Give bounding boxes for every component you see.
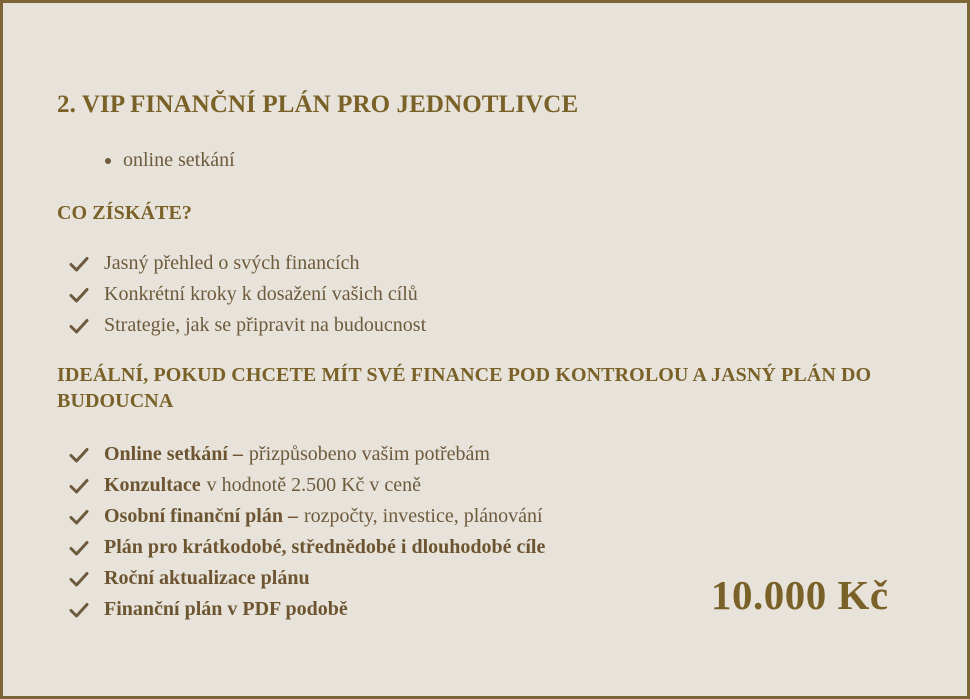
list-item-text: v hodnotě 2.500 Kč v ceně (206, 474, 422, 496)
list-item-bold-text: Plán pro krátkodobé, střednědobé i dlouhodobé cíle (104, 536, 546, 558)
checkmark-icon (69, 445, 89, 465)
checkmark-icon (69, 507, 89, 527)
list-item (69, 501, 545, 532)
checkmark-icon (69, 538, 89, 558)
list-item-text: Jasný přehled o svých financích (104, 252, 360, 274)
list-item (69, 563, 545, 594)
price-label: 10.000 Kč (711, 572, 889, 618)
list-item (69, 594, 545, 625)
list-item-text: Strategie, jak se připravit na budoucnost (104, 314, 427, 336)
list-item-text: přizpůsobeno vašim potřebám (248, 443, 490, 465)
list-item-bold-text: Finanční plán v PDF podobě (104, 598, 348, 620)
list-item-bold-text: Roční aktualizace plánu (104, 567, 310, 589)
list-item (69, 248, 426, 279)
page-title: 2. VIP FINANČNÍ PLÁN PRO JEDNOTLIVCE (57, 91, 579, 118)
checkmark-icon (69, 569, 89, 589)
list-item (69, 532, 545, 563)
format-item-online: online setkání (104, 147, 235, 173)
list-item-bold-text: Osobní finanční plán – (104, 505, 298, 527)
checkmark-icon (69, 476, 89, 496)
list-item-bold-text: Online setkání – (104, 443, 243, 465)
format-list (104, 147, 235, 173)
list-item (69, 279, 426, 310)
list-item-bold-text: Konzultace (104, 474, 201, 496)
list-item-text: rozpočty, investice, plánování (303, 505, 543, 527)
checkmark-icon (69, 600, 89, 620)
list-item (69, 439, 545, 470)
list-item (69, 470, 545, 501)
list-item-text: Konkrétní kroky k dosažení vašich cílů (104, 283, 418, 305)
checkmark-icon (69, 285, 89, 305)
features-list (69, 439, 545, 625)
section-heading-benefits: CO ZÍSKÁTE? (57, 202, 193, 224)
list-item (69, 310, 426, 341)
checkmark-icon (69, 254, 89, 274)
section-heading-ideal-for: IDEÁLNÍ, POKUD CHCETE MÍT SVÉ FINANCE POD KONTROLOU A JASNÝ PLÁN DO BUDOUCNA (57, 364, 872, 412)
checkmark-icon (69, 316, 89, 336)
benefits-list (69, 248, 426, 341)
